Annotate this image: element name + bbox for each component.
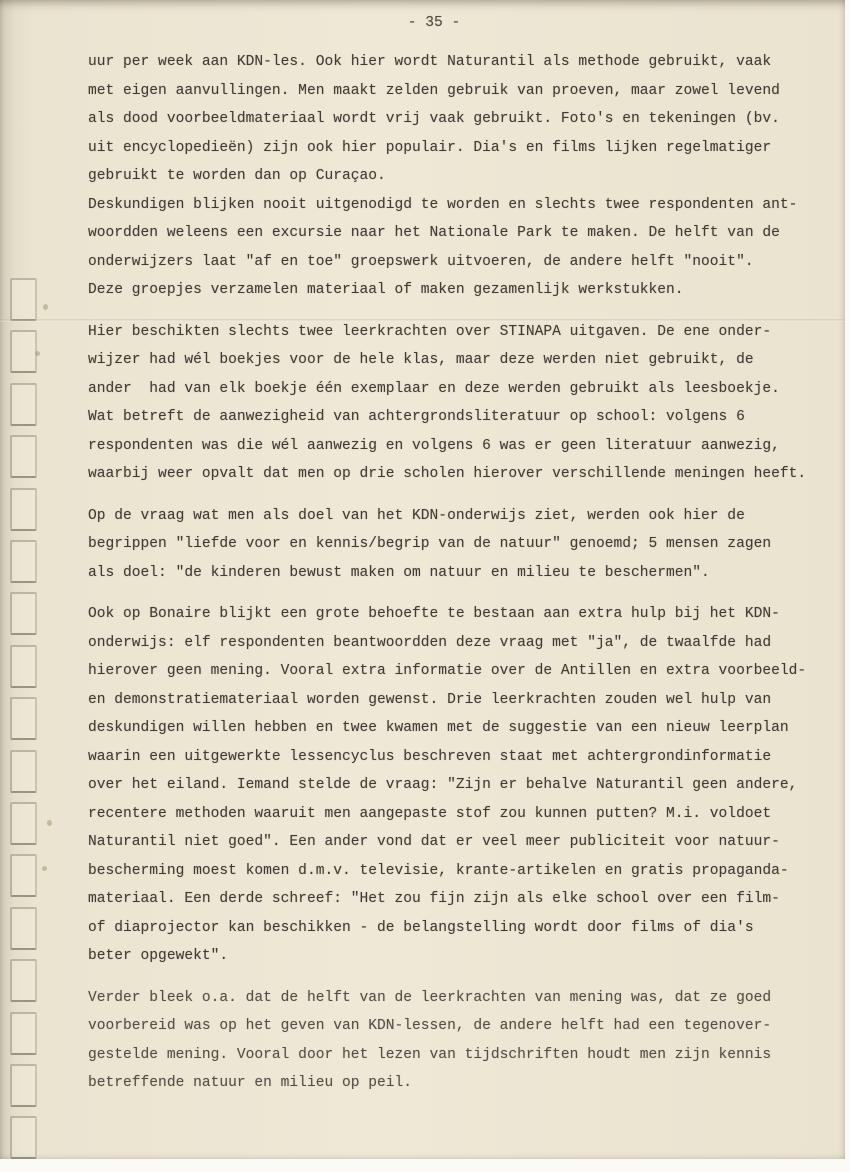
text-column bbox=[88, 48, 830, 1098]
paper-speck bbox=[42, 866, 47, 871]
binding-hole bbox=[10, 802, 37, 845]
paper-speck bbox=[43, 304, 48, 310]
text-line: uit encyclopedieën) zijn ook hier populair. Dia's en films lijken regelmatiger bbox=[88, 139, 772, 156]
binding-hole bbox=[10, 488, 37, 531]
binding-hole bbox=[10, 278, 37, 321]
text-line: en demonstratiemateriaal worden gewenst. Drie leerkrachten zouden wel hulp van bbox=[88, 691, 772, 708]
text-line: gebruikt te worden dan op Curaçao. bbox=[88, 168, 386, 184]
text-line: begrippen "liefde voor en kennis/begrip van de natuur" genoemd; 5 mensen zagen bbox=[88, 536, 772, 552]
text-line: waarbij weer opvalt dat men op drie scholen hierover verschillende meningen heeft. bbox=[88, 466, 807, 482]
text-line: Hier beschikten slechts twee leerkrachten over STINAPA uitgaven. De ene onder- bbox=[88, 323, 772, 340]
binding-hole bbox=[10, 907, 37, 950]
text-line: wijzer had wél boekjes voor de hele klas, maar deze werden niet gebruikt, de bbox=[88, 352, 754, 368]
binding-hole bbox=[10, 645, 37, 688]
binding-hole bbox=[10, 854, 37, 897]
text-line: met eigen aanvullingen. Men maakt zelden gebruik van proeven, maar zowel levend bbox=[88, 82, 780, 99]
text-line: Ook op Bonaire blijkt een grote behoefte te bestaan aan extra hulp bij het KDN- bbox=[88, 606, 780, 622]
text-line: materiaal. Een derde schreef: "Het zou fijn zijn als elke school over een film- bbox=[88, 891, 780, 907]
binding-hole bbox=[10, 959, 37, 1002]
paragraph bbox=[88, 600, 830, 971]
text-line: als doel: "de kinderen bewust maken om natuur en milieu te beschermen". bbox=[88, 564, 710, 581]
binding-hole bbox=[10, 697, 37, 740]
text-line: of diaprojector kan beschikken - de belangstelling wordt door films of dia's bbox=[88, 919, 754, 936]
text-line: Deskundigen blijken nooit uitgenodigd te worden en slechts twee respondenten ant- bbox=[88, 196, 798, 213]
binding-hole bbox=[10, 1012, 37, 1055]
text-line: Deze groepjes verzamelen materiaal of maken gezamenlijk werkstukken. bbox=[88, 282, 684, 298]
text-line: over het eiland. Iemand stelde de vraag: "Zijn er behalve Naturantil geen andere, bbox=[88, 777, 798, 793]
text-line: recentere methoden waaruit men aangepaste stof zou kunnen putten? M.i. voldoet bbox=[88, 805, 772, 822]
text-line: Op de vraag wat men als doel van het KDN-onderwijs ziet, werden ook hier de bbox=[88, 507, 745, 524]
text-line: deskundigen willen hebben en twee kwamen met de suggestie van een nieuw leerplan bbox=[88, 720, 789, 736]
text-line: waarin een uitgewerkte lessencyclus beschreven staat met achtergrondinformatie bbox=[88, 748, 772, 765]
paragraph bbox=[88, 502, 830, 588]
text-line: Wat betreft de aanwezigheid van achtergrondsliteratuur op school: volgens 6 bbox=[88, 409, 745, 425]
binding-hole bbox=[10, 592, 37, 635]
binding-hole bbox=[10, 383, 37, 426]
binding-hole bbox=[10, 1116, 37, 1159]
binding-hole bbox=[10, 1064, 37, 1107]
text-line: woordden weleens een excursie naar het Nationale Park te maken. De helft van de bbox=[88, 225, 780, 241]
text-line: betreffende natuur en milieu op peil. bbox=[88, 1075, 413, 1091]
page-number: - 35 - bbox=[407, 15, 461, 31]
paragraph bbox=[88, 48, 830, 305]
binding-hole bbox=[10, 540, 37, 583]
text-line: voorbereid was op het geven van KDN-lessen, de andere helft had een tegenover- bbox=[88, 1018, 772, 1034]
paragraph bbox=[88, 318, 830, 489]
text-line: hierover geen mening. Vooral extra informatie over de Antillen en extra voorbeeld- bbox=[88, 663, 807, 679]
text-line: onderwijzers laat "af en toe" groepswerk uitvoeren, de andere helft "nooit". bbox=[88, 253, 754, 270]
text-line: beter opgewekt". bbox=[88, 948, 229, 964]
text-line: als dood voorbeeldmateriaal wordt vrij vaak gebruikt. Foto's en tekeningen (bv. bbox=[88, 111, 780, 127]
text-line: gestelde mening. Vooral door het lezen van tijdschriften houdt men zijn kennis bbox=[88, 1046, 772, 1063]
binding-hole bbox=[10, 750, 37, 793]
text-line: uur per week aan KDN-les. Ook hier wordt Naturantil als methode gebruikt, vaak bbox=[88, 54, 772, 70]
text-line: onderwijs: elf respondenten beantwoordden deze vraag met "ja", de twaalfde had bbox=[88, 634, 772, 651]
text-line: Verder bleek o.a. dat de helft van de leerkrachten van mening was, dat ze goed bbox=[88, 989, 772, 1006]
text-line: bescherming moest komen d.m.v. televisie, krante-artikelen en gratis propaganda- bbox=[88, 862, 789, 879]
paper-speck bbox=[35, 351, 40, 356]
paper-speck bbox=[47, 820, 52, 826]
paragraph bbox=[88, 984, 830, 1098]
binding-hole bbox=[10, 435, 37, 478]
text-line: respondenten was die wél aanwezig en volgens 6 was er geen literatuur aanwezig, bbox=[88, 437, 780, 454]
text-line: Naturantil niet goed". Een ander vond dat er veel meer publiciteit voor natuur- bbox=[88, 834, 780, 850]
text-line: ander had van elk boekje één exemplaar en deze werden gebruikt als leesboekje. bbox=[88, 380, 780, 397]
binding-hole bbox=[10, 330, 37, 373]
